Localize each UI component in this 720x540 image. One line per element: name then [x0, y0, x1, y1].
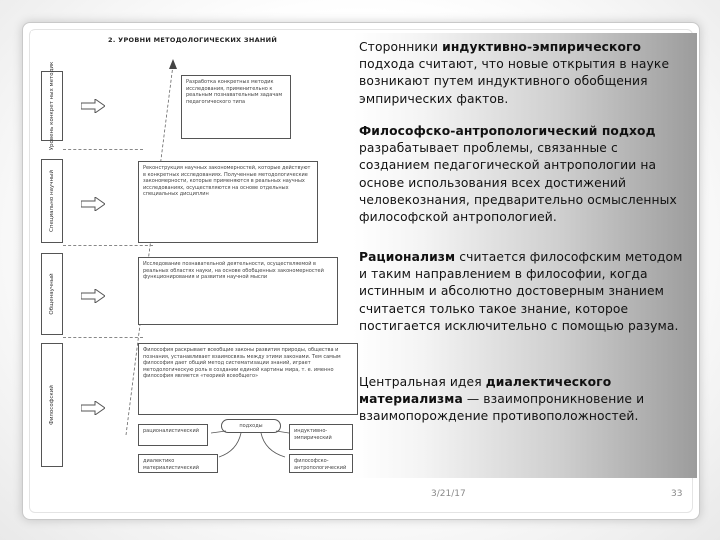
paragraph-dialectical — [359, 374, 659, 426]
level-label-general: Общенаучный — [49, 273, 55, 315]
diagram-box-philosophical: Философия раскрывает всеобщие законы развития природы, общества и познания, устанавливает взаимосвязь между этими законами. Тем самым философия дает общий метод систематизации знаний, играет методологическую роль в создании единой картины мира, т. е. именно философия является «теорией всеобщего» — [138, 343, 358, 415]
level-box-general — [41, 253, 63, 335]
p4-bold: диалектического материализма — [359, 375, 612, 407]
approach-rationalist: рационалистический — [138, 424, 208, 446]
approaches-connectors — [211, 427, 291, 461]
p2-bold: Философско-антропологический подход — [359, 124, 656, 138]
level-separator — [63, 245, 153, 246]
level-separator — [63, 337, 143, 338]
footer-date: 3/21/17 — [431, 489, 466, 499]
paragraph-rationalism — [359, 249, 689, 335]
arrow-right-icon — [81, 197, 105, 211]
diagram-title: 2. УРОВНИ МЕТОДОЛОГИЧЕСКИХ ЗНАНИЙ — [108, 36, 278, 44]
approaches-center: подходы — [221, 419, 281, 433]
methodology-levels-diagram — [31, 31, 353, 473]
diagram-box-general: Исследование познавательной деятельности, осуществляемой в реальных областях науки, на основе обобщенных закономерностей функционирования и развития научной мысли — [138, 257, 338, 325]
arrow-right-icon — [81, 99, 105, 113]
approach-dialectical: диалектико материалистический — [138, 454, 218, 473]
p3-bold: Рационализм — [359, 250, 456, 264]
slide — [22, 22, 700, 520]
p1-prefix: Сторонники — [359, 40, 443, 54]
p3-rest: считается философским методом и таким направлением в философии, когда истинным и абсолютно достоверным знанием считается только такое знание, которое постигается исключительно с помощью разума. — [359, 250, 683, 333]
paragraph-inductive — [359, 39, 689, 108]
p1-rest: подхода считают, что новые открытия в науке возникают путем индуктивного обобщения эмпирических фактов. — [359, 57, 670, 106]
approach-anthropological: философско-антропологический — [289, 454, 353, 473]
diagram-box-special: Реконструкция научных закономерностей, которые действуют в конкретных исследованиях. Полученные методологические закономерности, которые применяются в реальных научных исследованиях, осуществляются на основе отдельных специальных дисциплин — [138, 161, 318, 243]
p2-rest: разрабатывает проблемы, связанные с созданием педагогической антропологии на основе использования всех достижений человекознания, предварительно осмысленных философской антропологией. — [359, 141, 677, 225]
arrow-right-icon — [81, 289, 105, 303]
level-box-special — [41, 159, 63, 243]
level-label-special: Специально научный — [49, 170, 55, 232]
paragraph-anthropological — [359, 123, 689, 226]
level-box-concrete — [41, 61, 63, 151]
arrow-right-icon — [81, 401, 105, 415]
footer-page-number: 33 — [671, 489, 683, 499]
approach-inductive: индуктивно-эмпирический — [289, 424, 353, 450]
level-separator — [63, 149, 143, 150]
p4-rest: — взаимопроникновение и взаимопорождение противоположностей. — [359, 392, 645, 424]
level-box-philosophical — [41, 343, 63, 467]
p4-prefix: Центральная идея — [359, 375, 486, 389]
p1-bold: индуктивно-эмпирического — [442, 40, 642, 54]
level-label-philosophical: Философский — [49, 385, 55, 425]
level-label-concrete: Уровень конкрет ных методик — [49, 61, 55, 151]
diagram-box-concrete: Разработка конкретных методик исследования, применительно к реальным познавательным задачам педагогического типа — [181, 75, 291, 139]
